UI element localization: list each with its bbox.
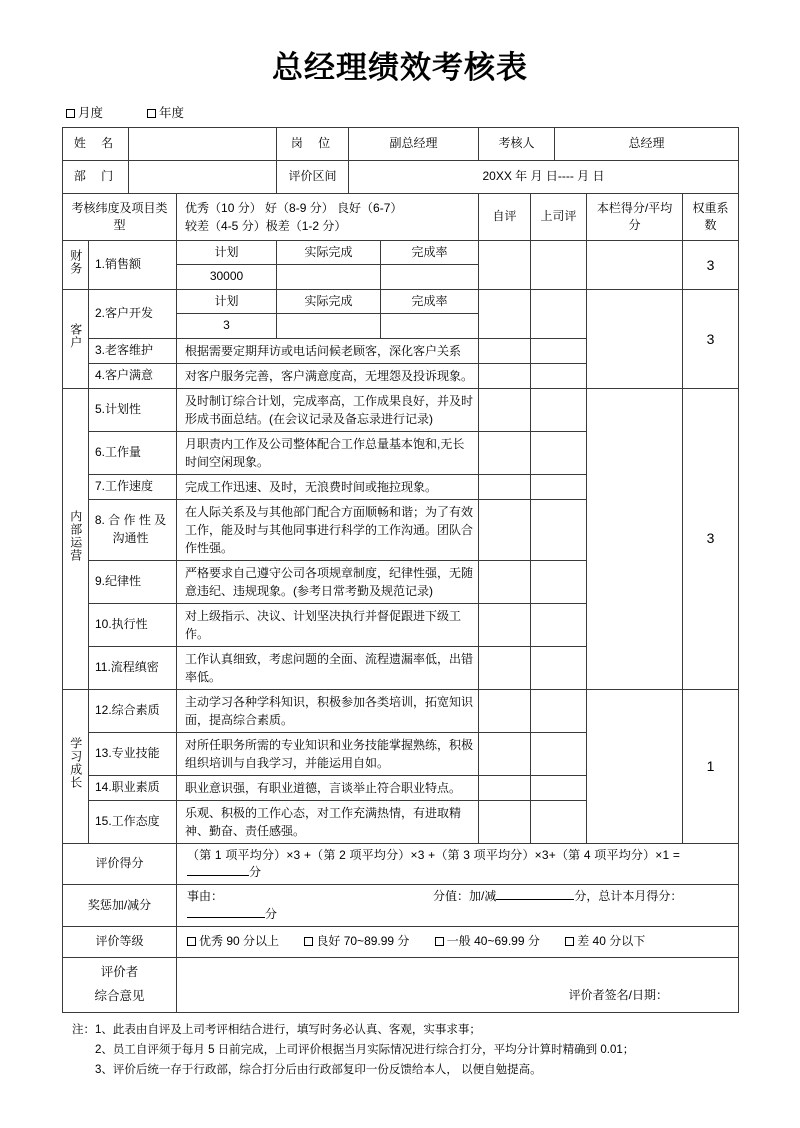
checkbox-square-icon: [435, 937, 444, 946]
table-row: [63, 241, 739, 265]
bonus-value-blank[interactable]: [496, 899, 574, 900]
bonus-unit: 分: [265, 906, 278, 921]
period-type-row: [62, 93, 738, 127]
self-score-cell[interactable]: [479, 499, 531, 560]
subheader-actual: 实际完成: [277, 289, 381, 313]
name-label: 姓 名: [63, 128, 129, 161]
item-desc-work-attitude: 乐观、积极的工作心态，对工作充满热情，有进取精神、勤奋、责任感强。: [177, 800, 479, 843]
grade-option-average[interactable]: [435, 934, 540, 948]
section-score-cell-finance[interactable]: [587, 241, 683, 290]
self-score-cell[interactable]: [479, 289, 531, 338]
note-text: 1、此表由自评及上司考评相结合进行，填写时务必认真、客观，实事求事；: [95, 1023, 481, 1036]
self-score-cell[interactable]: [479, 775, 531, 800]
supervisor-score-cell[interactable]: [531, 363, 587, 388]
rate-value-customer-dev[interactable]: [381, 314, 479, 338]
section-score-cell-customer[interactable]: [587, 289, 683, 388]
assessor-value[interactable]: 总经理: [555, 128, 739, 161]
footer-notes: [62, 1013, 738, 1080]
grade-option-good[interactable]: [304, 934, 409, 948]
evaluator-opinion-field[interactable]: [177, 958, 739, 1013]
note-line: [72, 1020, 738, 1040]
item-desc-planning: 及时制订综合计划，完成率高，工作成果良好，并及时形成书面总结。(在会议记录及备忘录进行记录): [177, 388, 479, 431]
supervisor-score-cell[interactable]: [531, 499, 587, 560]
total-score-formula: [177, 843, 739, 885]
self-score-cell[interactable]: [479, 241, 531, 290]
criteria-line-2: 较差（4-5 分）极差（1-2 分）: [185, 219, 347, 233]
grade-option-label: 良好 70~89.99 分: [316, 934, 410, 949]
assessment-table: [62, 193, 739, 844]
notes-prefix: 注：: [72, 1023, 95, 1036]
section-score-header: 本栏得分/平均分: [587, 194, 683, 241]
item-label-execution: 10.执行性: [89, 603, 177, 646]
section-score-cell-learning[interactable]: [587, 689, 683, 843]
item-desc-discipline: 严格要求自己遵守公司各项规章制度，纪律性强，无随意违纪、违规现象。(参考日常考勤及规范记录): [177, 560, 479, 603]
supervisor-score-cell[interactable]: [531, 646, 587, 689]
grade-option-label: 一般 40~69.99 分: [446, 934, 540, 949]
supervisor-score-cell[interactable]: [531, 560, 587, 603]
section-label-finance: 财务: [63, 241, 89, 290]
page-title: 总经理绩效考核表: [272, 50, 528, 85]
item-desc-professionalism: 职业意识强，有职业道德，言谈举止符合职业特点。: [177, 775, 479, 800]
supervisor-score-cell[interactable]: [531, 732, 587, 775]
evaluator-signature-label: 评价者签名/日期：: [568, 988, 668, 1003]
checkbox-yearly[interactable]: [147, 103, 184, 121]
item-desc-comprehensive-quality: 主动学习各种学科知识，积极参加各类培训，拓宽知识面，提高综合素质。: [177, 689, 479, 732]
self-score-cell[interactable]: [479, 646, 531, 689]
item-desc-professional-skills: 对所任职务所需的专业知识和业务技能掌握熟练，积极组织培训与自我学习，并能运用自如。: [177, 732, 479, 775]
item-label-planning: 5.计划性: [89, 388, 177, 431]
self-score-cell[interactable]: [479, 560, 531, 603]
item-desc-work-speed: 完成工作迅速、及时，无浪费时间或拖拉现象。: [177, 474, 479, 499]
self-score-cell[interactable]: [479, 800, 531, 843]
position-label: 岗 位: [277, 128, 349, 161]
evaluator-opinion-label-line2: 综合意见: [94, 988, 145, 1003]
actual-value-customer-dev[interactable]: [277, 314, 381, 338]
score-unit: 分: [249, 864, 262, 879]
assessor-label: 考核人: [479, 128, 555, 161]
evaluator-opinion-label: [63, 958, 177, 1013]
subheader-actual: 实际完成: [277, 241, 381, 265]
bonus-penalty-content: [177, 885, 739, 927]
score-formula-text: （第 1 项平均分）×3 +（第 2 项平均分）×3 +（第 3 项平均分）×3+（第 4 项平均分）×1 =: [187, 847, 681, 862]
item-desc-customer-satisfaction: 对客户服务完善，客户满意度高，无埋怨及投诉现象。: [177, 363, 479, 388]
supervisor-score-cell[interactable]: [531, 603, 587, 646]
self-score-cell[interactable]: [479, 388, 531, 431]
weight-cell-internal: 3: [683, 388, 739, 689]
section-label-internal: 内部运营: [63, 388, 89, 689]
supervisor-score-cell[interactable]: [531, 689, 587, 732]
table-row: [63, 927, 739, 958]
item-label-professional-skills: 13.专业技能: [89, 732, 177, 775]
checkbox-monthly[interactable]: [66, 103, 103, 121]
item-label-professionalism: 14.职业素质: [89, 775, 177, 800]
department-label: 部 门: [63, 161, 129, 194]
employee-info-table: [62, 127, 739, 194]
table-row: [63, 843, 739, 885]
item-label-cooperation: 8. 合 作 性 及 沟通性: [89, 499, 177, 560]
item-label-workload: 6.工作量: [89, 431, 177, 474]
item-label-sales: 1.销售额: [89, 241, 177, 290]
section-label-customer: 客户: [63, 289, 89, 388]
supervisor-score-cell[interactable]: [531, 800, 587, 843]
item-label-work-attitude: 15.工作态度: [89, 800, 177, 843]
table-row: [63, 885, 739, 927]
supervisor-score-cell[interactable]: [531, 775, 587, 800]
item-label-process-rigor: 11.流程缜密: [89, 646, 177, 689]
self-score-cell[interactable]: [479, 431, 531, 474]
grade-options: [177, 927, 739, 958]
subheader-plan: 计划: [177, 241, 277, 265]
checkbox-square-icon: [147, 109, 156, 118]
bonus-value-label: 分值：加/减: [433, 889, 497, 904]
supervisor-score-cell[interactable]: [531, 474, 587, 499]
table-row: [63, 289, 739, 313]
section-label-learning: 学习成长: [63, 689, 89, 843]
subheader-plan: 计划: [177, 289, 277, 313]
supervisor-score-cell[interactable]: [531, 289, 587, 338]
bonus-total-label: 分，总计本月得分：: [574, 889, 683, 904]
checkbox-monthly-label: 月度: [78, 106, 104, 120]
criteria-header: [177, 194, 479, 241]
plan-value-customer-dev[interactable]: 3: [177, 314, 277, 338]
self-score-cell[interactable]: [479, 338, 531, 363]
table-row: [63, 161, 739, 194]
criteria-line-1: 优秀（10 分） 好（8-9 分） 良好（6-7）: [185, 201, 403, 215]
supervisor-score-cell[interactable]: [531, 241, 587, 290]
summary-table: [62, 843, 739, 1013]
checkbox-square-icon: [66, 109, 75, 118]
grade-label: 评价等级: [63, 927, 177, 958]
item-desc-cooperation: 在人际关系及与其他部门配合方面顺畅和谐；为了有效工作，能及时与其他同事进行科学的工作沟通。团队合作性强。: [177, 499, 479, 560]
table-row: [63, 689, 739, 732]
weight-header: 权重系数: [683, 194, 739, 241]
dimension-header: 考核纬度及项目类型: [63, 194, 177, 241]
total-score-blank[interactable]: [187, 875, 249, 876]
bonus-reason-label: 事由：: [187, 889, 224, 904]
self-score-cell[interactable]: [479, 689, 531, 732]
self-score-cell[interactable]: [479, 732, 531, 775]
plan-value-sales[interactable]: 30000: [177, 265, 277, 289]
department-field[interactable]: [129, 161, 277, 194]
item-desc-workload: 月职责内工作及公司整体配合工作总量基本饱和,无长时间空闲现象。: [177, 431, 479, 474]
actual-value-sales[interactable]: [277, 265, 381, 289]
supervisor-score-header: 上司评: [531, 194, 587, 241]
self-score-cell[interactable]: [479, 363, 531, 388]
table-row: [63, 128, 739, 161]
item-label-discipline: 9.纪律性: [89, 560, 177, 603]
grade-option-excellent[interactable]: [187, 934, 279, 948]
item-desc-customer-retention: 根据需要定期拜访或电话问候老顾客，深化客户关系: [177, 338, 479, 363]
position-value[interactable]: 副总经理: [349, 128, 479, 161]
subheader-rate: 完成率: [381, 289, 479, 313]
table-row: [63, 958, 739, 1013]
note-line: 2、员工自评须于每月 5 日前完成，上司评价根据当月实际情况进行综合打分，平均分计算时精确到 0.01；: [95, 1043, 635, 1056]
item-label-customer-dev: 2.客户开发: [89, 289, 177, 338]
grade-option-label: 差 40 分以下: [577, 934, 646, 949]
name-field[interactable]: [129, 128, 277, 161]
item-label-customer-satisfaction: 4.客户满意: [89, 363, 177, 388]
self-score-cell[interactable]: [479, 603, 531, 646]
rate-value-sales[interactable]: [381, 265, 479, 289]
total-score-label: 评价得分: [63, 843, 177, 885]
evaluator-opinion-label-line1: 评价者: [100, 965, 139, 980]
evaluation-range-value[interactable]: 20XX 年 月 日---- 月 日: [349, 161, 739, 194]
assessment-header-row: [63, 194, 739, 241]
weight-cell-customer: 3: [683, 289, 739, 388]
evaluation-range-label: 评价区间: [277, 161, 349, 194]
checkbox-square-icon: [565, 937, 574, 946]
weight-cell-learning: 1: [683, 689, 739, 843]
section-score-cell-internal[interactable]: [587, 388, 683, 689]
checkbox-square-icon: [304, 937, 313, 946]
supervisor-score-cell[interactable]: [531, 431, 587, 474]
table-row: [63, 388, 739, 431]
item-desc-process-rigor: 工作认真细致，考虑问题的全面、流程遗漏率低，出错率低。: [177, 646, 479, 689]
item-label-customer-retention: 3.老客维护: [89, 338, 177, 363]
supervisor-score-cell[interactable]: [531, 388, 587, 431]
weight-cell-finance: 3: [683, 241, 739, 290]
item-label-work-speed: 7.工作速度: [89, 474, 177, 499]
item-desc-execution: 对上级指示、决议、计划坚决执行并督促跟进下级工作。: [177, 603, 479, 646]
note-line: 3、评价后统一存于行政部，综合打分后由行政部复印一份反馈给本人， 以便自勉提高。: [95, 1063, 542, 1076]
grade-option-label: 优秀 90 分以上: [199, 934, 280, 949]
subheader-rate: 完成率: [381, 241, 479, 265]
checkbox-square-icon: [187, 937, 196, 946]
self-score-cell[interactable]: [479, 474, 531, 499]
supervisor-score-cell[interactable]: [531, 338, 587, 363]
bonus-penalty-label: 奖惩加/减分: [63, 885, 177, 927]
checkbox-yearly-label: 年度: [159, 106, 185, 120]
grade-option-poor[interactable]: [565, 934, 645, 948]
item-label-comprehensive-quality: 12.综合素质: [89, 689, 177, 732]
month-total-blank[interactable]: [187, 917, 265, 918]
self-score-header: 自评: [479, 194, 531, 241]
